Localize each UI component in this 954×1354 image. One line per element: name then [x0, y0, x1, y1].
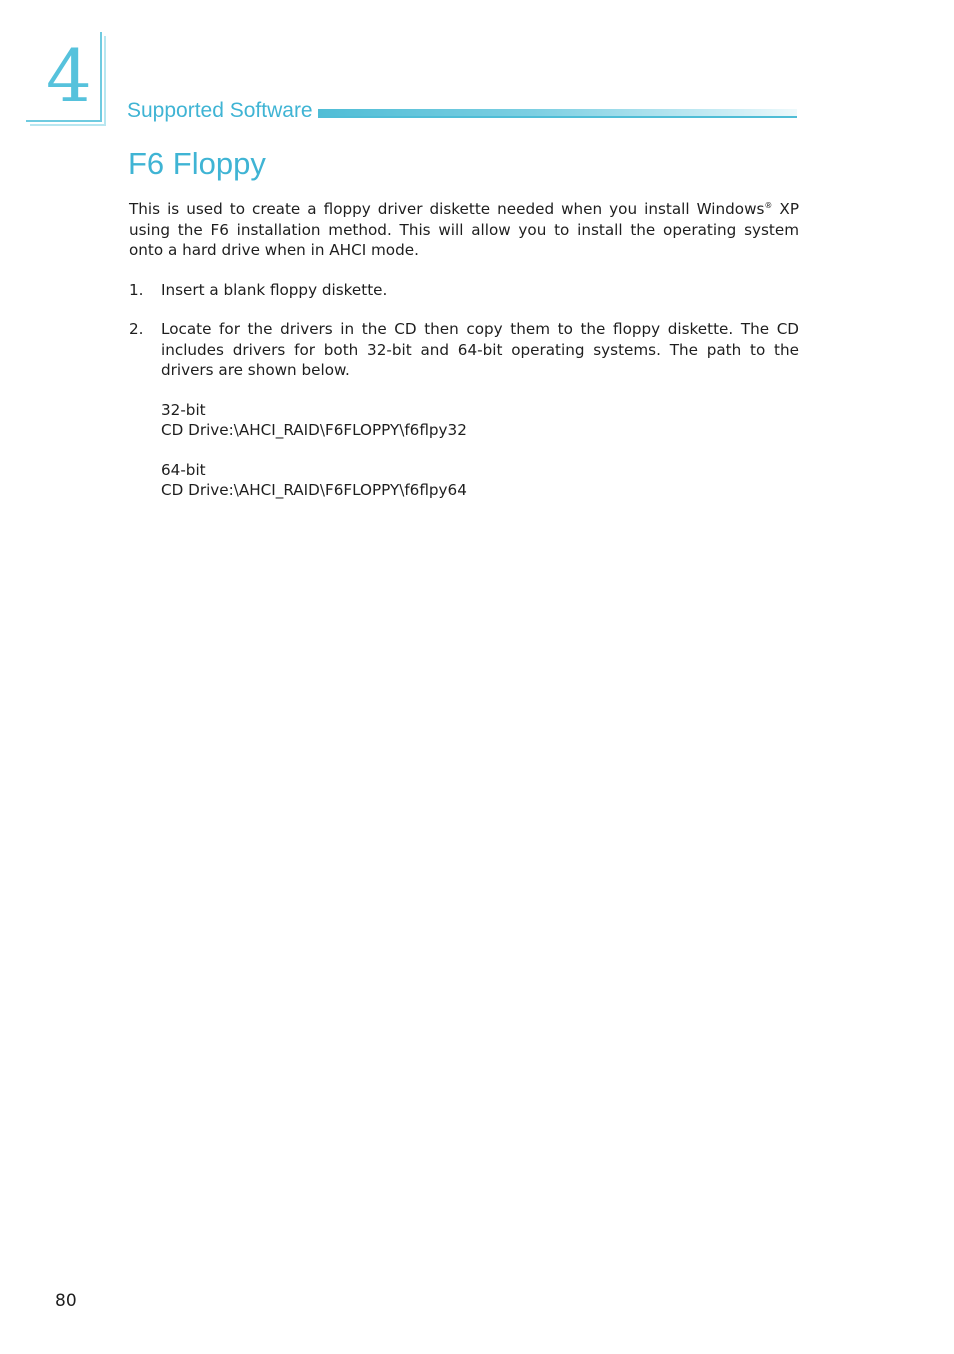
driver-path-64bit — [161, 460, 799, 501]
intro-text: This is used to create a floppy driver diskette needed when you install Windows — [129, 200, 765, 218]
chapter-badge-rule — [100, 32, 102, 122]
chapter-badge-rule-shadow — [104, 36, 106, 126]
page-content — [129, 199, 799, 520]
chapter-number: 4 — [46, 34, 92, 118]
driver-path-32bit — [161, 400, 799, 441]
step-text: Insert a blank floppy diskette. — [161, 280, 388, 299]
intro-paragraph — [129, 199, 799, 261]
chapter-badge — [26, 32, 106, 126]
page-title: F6 Floppy — [128, 146, 266, 181]
list-item — [129, 280, 799, 301]
step-text: Locate for the drivers in the CD then copy them to the floppy diskette. The CD includes drivers for both 32-bit and 64-bit operating systems. The path to the drivers are shown below. — [161, 320, 799, 379]
section-header-bar — [318, 108, 797, 118]
section-header-bar-fill — [318, 109, 797, 116]
driver-path-value: CD Drive:\AHCI_RAID\F6FLOPPY\f6flpy64 — [161, 481, 467, 499]
chapter-badge-rule-shadow — [30, 124, 106, 126]
steps-list — [129, 280, 799, 501]
registered-mark: ® — [764, 201, 773, 210]
list-item — [129, 319, 799, 501]
chapter-badge-rule — [26, 120, 102, 122]
intro-text-continued: XP using the F6 installation method. This will allow you to install the operating system onto a hard drive when in AHCI mode. — [129, 200, 799, 259]
step-number: 2. — [129, 320, 144, 338]
driver-path-value: CD Drive:\AHCI_RAID\F6FLOPPY\f6flpy32 — [161, 421, 467, 439]
step-number: 1. — [129, 280, 144, 299]
section-header-bar-line — [318, 116, 797, 118]
page-number: 80 — [55, 1291, 77, 1311]
driver-path-label: 64-bit — [161, 460, 206, 479]
section-title: Supported Software — [127, 99, 313, 122]
driver-path-label: 32-bit — [161, 400, 206, 419]
